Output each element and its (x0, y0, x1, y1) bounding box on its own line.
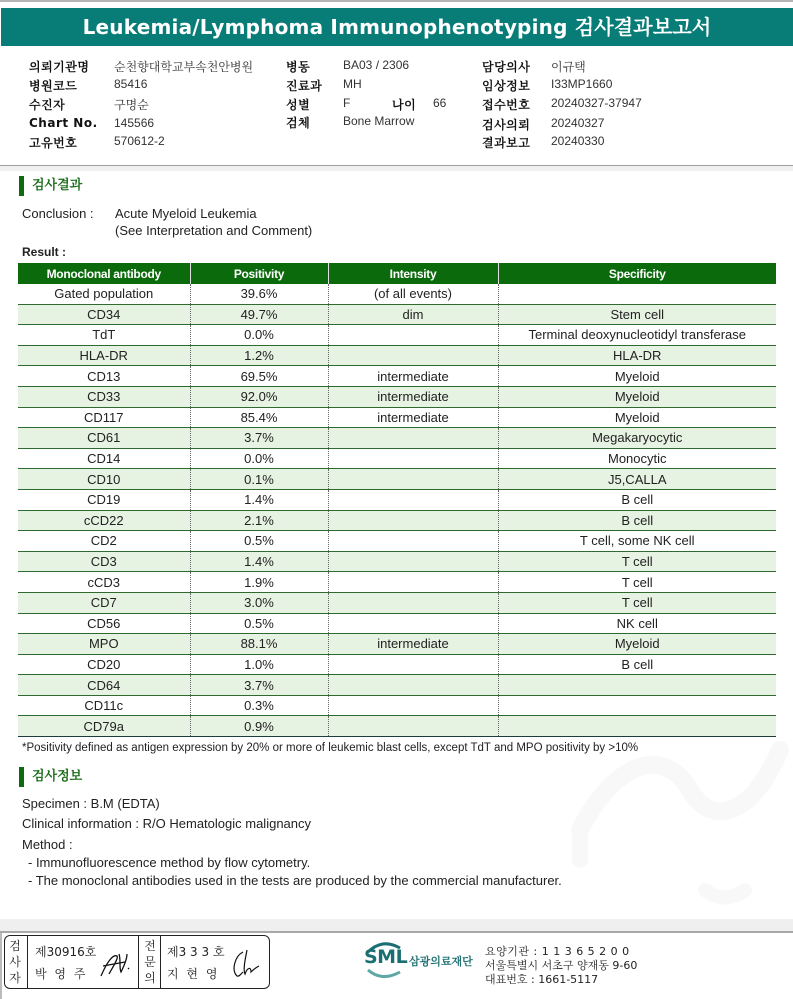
antibody-cell: HLA-DR (18, 345, 190, 366)
unique-no-label: 고유번호 (29, 136, 78, 150)
positivity-cell: 88.1% (190, 634, 328, 655)
table-row (18, 654, 776, 675)
specialist-signature-icon (229, 948, 263, 980)
positivity-cell: 49.7% (190, 304, 328, 325)
institution-value: 순천향대학교부속천안병원 (114, 60, 254, 74)
table-row (18, 551, 776, 572)
intensity-cell (328, 716, 498, 737)
antibody-cell: CD20 (18, 654, 190, 675)
specificity-cell: Myeloid (498, 386, 776, 407)
tester-license: 제30916호 (35, 945, 97, 959)
antibody-cell: CD10 (18, 469, 190, 490)
specificity-cell: Stem cell (498, 304, 776, 325)
specificity-cell: HLA-DR (498, 345, 776, 366)
intensity-cell: intermediate (328, 634, 498, 655)
hospital-code-value: 85416 (114, 77, 148, 91)
intensity-cell: (of all events) (328, 284, 498, 304)
intensity-cell (328, 695, 498, 716)
table-row (18, 366, 776, 387)
intensity-cell (328, 345, 498, 366)
sex-value: F (343, 96, 351, 110)
table-row (18, 695, 776, 716)
report-date-label: 결과보고 (482, 136, 531, 150)
positivity-cell: 1.4% (190, 489, 328, 510)
intensity-cell (328, 613, 498, 634)
specimen-value: Bone Marrow (343, 114, 415, 128)
tester-signature-icon (99, 950, 133, 980)
intensity-cell: intermediate (328, 407, 498, 428)
header-divider-band (0, 166, 793, 171)
antibody-cell: TdT (18, 325, 190, 346)
column-header-positivity: Positivity (190, 263, 328, 284)
specialist-name: 지 현 영 (167, 967, 220, 981)
table-row (18, 325, 776, 346)
request-date-label: 검사의뢰 (482, 118, 531, 132)
table-row (18, 386, 776, 407)
intensity-cell (328, 572, 498, 593)
specificity-cell: Terminal deoxynucleotidyl transferase (498, 325, 776, 346)
patient-label: 수진자 (29, 98, 66, 112)
specificity-cell (498, 284, 776, 304)
request-date-value: 20240327 (551, 116, 605, 130)
positivity-cell: 92.0% (190, 386, 328, 407)
intensity-cell (328, 489, 498, 510)
table-row (18, 572, 776, 593)
antibody-cell: CD34 (18, 304, 190, 325)
table-row (18, 510, 776, 531)
antibody-cell: CD79a (18, 716, 190, 737)
patient-header (0, 52, 793, 152)
top-border (0, 0, 793, 2)
positivity-cell: 0.0% (190, 325, 328, 346)
footer-divider (0, 931, 793, 933)
clinical-info-value: I33MP1660 (551, 77, 613, 91)
antibody-cell: CD61 (18, 428, 190, 449)
table-row (18, 469, 776, 490)
tester-role-label: 검 사 자 (9, 939, 21, 985)
specificity-cell: B cell (498, 489, 776, 510)
positivity-cell: 1.0% (190, 654, 328, 675)
tester-name: 박 영 주 (35, 967, 88, 981)
method-label: Method : (22, 837, 73, 852)
specificity-cell: Myeloid (498, 634, 776, 655)
column-header-specificity: Specificity (498, 263, 776, 284)
antibody-cell: CD7 (18, 592, 190, 613)
footer-left-edge (0, 933, 2, 999)
method-item-1: - Immunofluorescence method by flow cytometry. (28, 855, 311, 870)
positivity-footnote: *Positivity defined as antigen expression by 20% or more of leukemic blast cells, except TdT and MPO positivity by >10% (22, 742, 639, 754)
hospital-code-label: 병원코드 (29, 79, 78, 93)
positivity-cell: 1.4% (190, 551, 328, 572)
positivity-cell: 1.9% (190, 572, 328, 593)
table-row (18, 613, 776, 634)
table-row (18, 428, 776, 449)
table-row (18, 407, 776, 428)
clinical-info: Clinical information : R/O Hematologic malignancy (22, 816, 312, 831)
receipt-no-value: 20240327-37947 (551, 96, 642, 110)
org-phone: 대표번호 : 1661-5117 (485, 973, 599, 986)
antibody-cell: CD117 (18, 407, 190, 428)
table-row (18, 634, 776, 655)
positivity-cell: 0.5% (190, 613, 328, 634)
physician-value: 이규택 (551, 60, 586, 74)
conclusion-label: Conclusion : (22, 206, 94, 221)
positivity-cell: 69.5% (190, 366, 328, 387)
table-row (18, 716, 776, 737)
intensity-cell (328, 428, 498, 449)
intensity-cell: intermediate (328, 366, 498, 387)
intensity-cell (328, 675, 498, 696)
intensity-cell (328, 325, 498, 346)
conclusion-line-1: Acute Myeloid Leukemia (115, 206, 257, 221)
positivity-cell: 3.0% (190, 592, 328, 613)
signature-box (4, 935, 270, 989)
antibody-cell: CD13 (18, 366, 190, 387)
antibody-cell: CD2 (18, 531, 190, 552)
chart-no-value: 145566 (114, 116, 155, 130)
chart-no-label: Chart No. (29, 116, 98, 130)
positivity-cell: 85.4% (190, 407, 328, 428)
table-row (18, 489, 776, 510)
intensity-cell: intermediate (328, 386, 498, 407)
footer-band (0, 919, 793, 931)
positivity-cell: 2.1% (190, 510, 328, 531)
result-label: Result : (22, 245, 67, 259)
patient-value: 구명순 (114, 98, 149, 112)
specimen-label: 검체 (286, 116, 311, 130)
positivity-cell: 0.9% (190, 716, 328, 737)
conclusion-line-2: (See Interpretation and Comment) (115, 223, 313, 238)
specificity-cell: J5,CALLA (498, 469, 776, 490)
antibody-cell: CD64 (18, 675, 190, 696)
org-address: 서울특별시 서초구 양재동 9-60 (485, 959, 638, 972)
sml-logo-text: SML (364, 946, 408, 968)
table-row (18, 345, 776, 366)
intensity-cell (328, 469, 498, 490)
antibody-cell: Gated population (18, 284, 190, 304)
antibody-cell: cCD22 (18, 510, 190, 531)
antibody-cell: CD56 (18, 613, 190, 634)
intensity-cell (328, 551, 498, 572)
table-row (18, 284, 776, 304)
specificity-cell: B cell (498, 654, 776, 675)
intensity-cell (328, 654, 498, 675)
positivity-cell: 0.5% (190, 531, 328, 552)
result-table (18, 263, 776, 737)
physician-label: 담당의사 (482, 60, 531, 74)
specificity-cell: Myeloid (498, 407, 776, 428)
specificity-cell (498, 675, 776, 696)
receipt-no-label: 접수번호 (482, 98, 531, 112)
antibody-cell: CD33 (18, 386, 190, 407)
positivity-cell: 3.7% (190, 675, 328, 696)
positivity-cell: 0.3% (190, 695, 328, 716)
intensity-cell (328, 531, 498, 552)
intensity-cell (328, 592, 498, 613)
age-label: 나이 (392, 98, 417, 112)
report-date-value: 20240330 (551, 134, 605, 148)
report-title: Leukemia/Lymphoma Immunophenotyping 검사결과보고서 (1, 8, 793, 46)
specificity-cell: NK cell (498, 613, 776, 634)
positivity-cell: 3.7% (190, 428, 328, 449)
positivity-cell: 39.6% (190, 284, 328, 304)
specialist-license: 제3 3 3 호 (167, 945, 225, 959)
institution-code: 요양기관 : 1 1 3 6 5 2 0 0 (485, 945, 630, 958)
specialist-role-label: 전 문 의 (144, 939, 156, 985)
antibody-cell: MPO (18, 634, 190, 655)
specificity-cell: Myeloid (498, 366, 776, 387)
antibody-cell: CD19 (18, 489, 190, 510)
antibody-cell: cCD3 (18, 572, 190, 593)
clinical-info-label: 임상정보 (482, 79, 531, 93)
table-row (18, 448, 776, 469)
results-section-title: 검사결과 (19, 176, 82, 196)
specificity-cell (498, 695, 776, 716)
specificity-cell: Megakaryocytic (498, 428, 776, 449)
info-section-title: 검사정보 (19, 767, 82, 787)
specificity-cell: B cell (498, 510, 776, 531)
specificity-cell: T cell (498, 592, 776, 613)
antibody-cell: CD11c (18, 695, 190, 716)
department-value: MH (343, 77, 362, 91)
ward-label: 병동 (286, 60, 311, 74)
sex-label: 성별 (286, 98, 311, 112)
unique-no-value: 570612-2 (114, 134, 165, 148)
specimen-info: Specimen : B.M (EDTA) (22, 796, 160, 811)
sml-logo (362, 940, 482, 980)
table-row (18, 592, 776, 613)
specificity-cell: T cell, some NK cell (498, 531, 776, 552)
antibody-cell: CD3 (18, 551, 190, 572)
table-row (18, 304, 776, 325)
positivity-cell: 0.0% (190, 448, 328, 469)
antibody-cell: CD14 (18, 448, 190, 469)
table-row (18, 531, 776, 552)
age-value: 66 (433, 96, 447, 110)
ward-value: BA03 / 2306 (343, 58, 410, 72)
intensity-cell (328, 448, 498, 469)
column-header-antibody: Monoclonal antibody (18, 263, 190, 284)
intensity-cell (328, 510, 498, 531)
intensity-cell: dim (328, 304, 498, 325)
positivity-cell: 0.1% (190, 469, 328, 490)
org-name: 삼광의료재단 (409, 955, 473, 968)
table-row (18, 675, 776, 696)
method-item-2: - The monoclonal antibodies used in the tests are produced by the commercial manufacturer. (28, 873, 562, 888)
department-label: 진료과 (286, 79, 323, 93)
column-header-intensity: Intensity (328, 263, 498, 284)
institution-label: 의뢰기관명 (29, 60, 90, 74)
table-header-row (18, 263, 776, 284)
specificity-cell: T cell (498, 572, 776, 593)
specificity-cell: T cell (498, 551, 776, 572)
specificity-cell: Monocytic (498, 448, 776, 469)
specificity-cell (498, 716, 776, 737)
positivity-cell: 1.2% (190, 345, 328, 366)
